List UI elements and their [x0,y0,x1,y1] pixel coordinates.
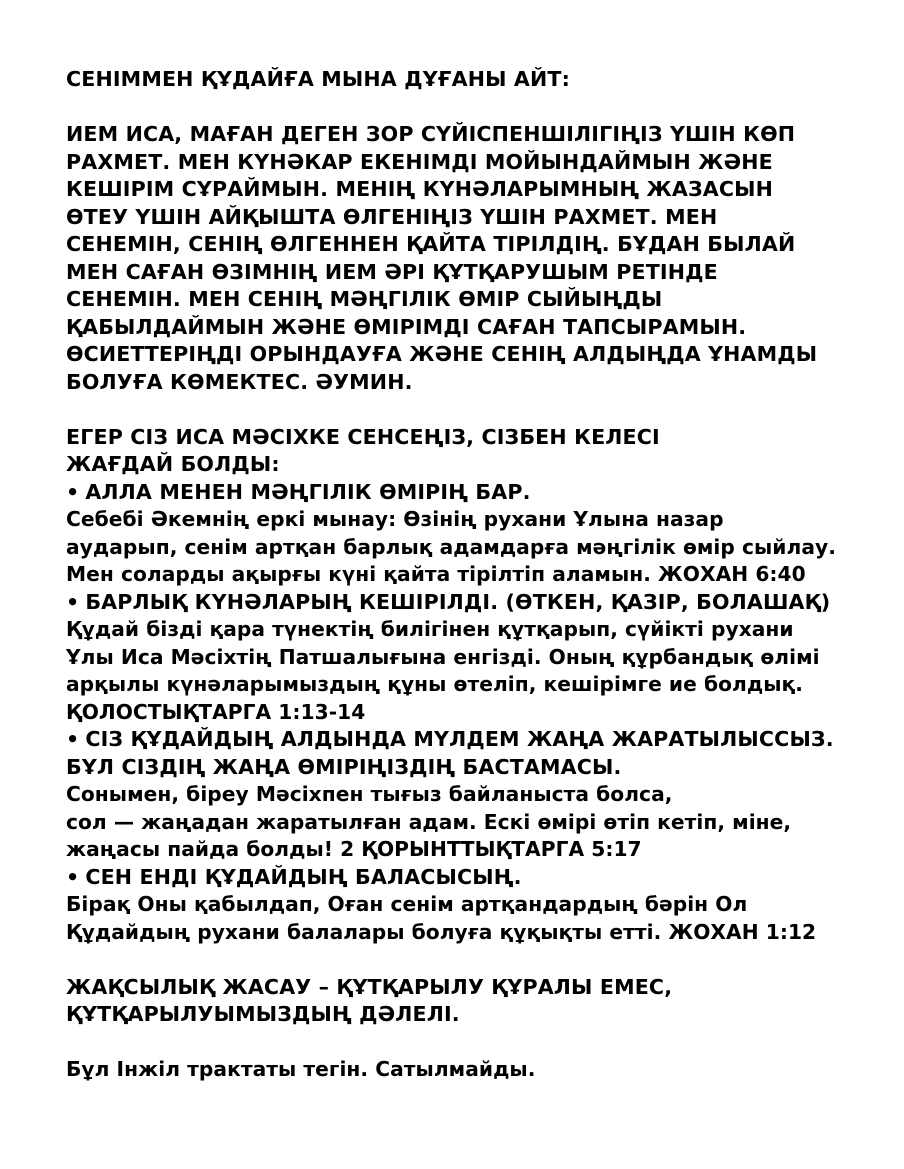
spacer [66,396,886,424]
intro-line: ЕГЕР СІЗ ИСА МӘСІХКЕ СЕНСЕҢІЗ, СІЗБЕН КЕЛЕСІ [66,424,660,449]
point-text-line: арқылы күнәларымыздың құны өтеліп, кешірімге ие болдық. [66,672,803,696]
point-child-of-god [66,864,886,947]
point-title-text: СЕН ЕНДІ ҚҰДАЙДЫҢ БАЛАСЫСЫҢ. [85,864,522,889]
prayer-text [66,121,886,396]
point-text-line: сол — жаңадан жаратылған адам. Ескі өмірі өтіп кетіп, міне, [66,809,792,834]
point-text-line: Себебі Әкемнің еркі мынау: Өзінің рухани Ұлына назар [66,507,724,531]
spacer [66,946,886,974]
bullet-icon: • [66,864,80,889]
prayer-line: ӨСИЕТТЕРІҢДІ ОРЫНДАУҒА ЖӘНЕ СЕНІҢ АЛДЫҢДА ҰНАМДЫ [66,342,818,366]
point-text-line: Сонымен, біреу Мәсіхпен тығыз байланыста болса, [66,782,673,806]
bullet-icon: • [66,479,80,504]
point-text-line: Құдайдың рухани балалары болуға құқықты етті. ЖОХАН 1:12 [66,919,817,944]
intro-section [66,424,886,479]
footer-note: Бұл Інжіл трактаты тегін. Сатылмайды. [66,1057,536,1081]
point-title [66,479,886,507]
point-title-line: БҰЛ СІЗДІҢ ЖАҢА ӨМІРІҢІЗДІҢ БАСТАМАСЫ. [66,754,622,779]
point-sins-forgiven [66,589,886,727]
bullet-icon: • [66,727,80,751]
point-title [66,864,886,892]
closing-line: ЖАҚСЫЛЫҚ ЖАСАУ – ҚҰТҚАРЫЛУ ҚҰРАЛЫ ЕМЕС, [66,974,673,999]
point-text-line: аударып, сенім артқан барлық адамдарға мәңгілік өмір сыйлау. [66,534,836,559]
point-text-line: Құдай бізді қара түнектің билігінен құтқарып, сүйікті рухани [66,617,794,641]
point-title [66,726,886,754]
point-text-line: ҚОЛОСТЫҚТАРГА 1:13-14 [66,699,366,724]
point-title [66,589,886,617]
point-new-creation [66,726,886,864]
spacer [66,1029,886,1057]
prayer-line: БОЛУҒА КӨМЕКТЕС. ӘУМИН. [66,369,413,394]
prayer-line: СЕНЕМІН. МЕН СЕНІҢ МӘҢГІЛІК ӨМІР СЫЙЫҢДЫ [66,287,663,311]
prayer-line: ҚАБЫЛДАЙМЫН ЖӘНЕ ӨМІРІМДІ САҒАН ТАПСЫРАМЫН. [66,314,747,339]
prayer-line: МЕН САҒАН ӨЗІМНІҢ ИЕМ ӘРІ ҚҰТҚАРУШЫМ РЕТІНДЕ [66,259,718,284]
prayer-heading: СЕНІММЕН ҚҰДАЙҒА МЫНА ДҰҒАНЫ АЙТ: [66,67,570,91]
point-title-text: АЛЛА МЕНЕН МӘҢГІЛІК ӨМІРІҢ БАР. [85,479,531,504]
closing-statement [66,974,886,1029]
point-text-line: жаңасы пайда болды! 2 ҚОРЫНТТЫҚТАРГА 5:17 [66,837,642,861]
point-text-line: Ұлы Иса Мәсіхтің Патшалығына енгізді. Оның құрбандық өлімі [66,644,820,669]
point-text-line: Мен соларды ақырғы күні қайта тірілтіп аламын. ЖОХАН 6:40 [66,562,806,586]
point-eternal-life [66,479,886,589]
prayer-line: ӨТЕУ ҮШІН АЙҚЫШТА ӨЛГЕНІҢІЗ ҮШІН РАХМЕТ. МЕН [66,204,718,229]
intro-line: ЖАҒДАЙ БОЛДЫ: [66,452,280,476]
bullet-icon: • [66,589,80,614]
prayer-line: КЕШІРІМ СҰРАЙМЫН. МЕНІҢ КҮНӘЛАРЫМНЫҢ ЖАЗАСЫН [66,177,773,201]
prayer-line: РАХМЕТ. МЕН КҮНӘКАР ЕКЕНІМДІ МОЙЫНДАЙМЫН ЖӘНЕ [66,149,773,174]
prayer-line: ИЕМ ИСА, МАҒАН ДЕГЕН ЗОР СҮЙІСПЕНШІЛІГІҢІЗ ҮШІН КӨП [66,122,796,146]
point-text-line: Бірақ Оны қабылдап, Оған сенім артқандардың бәрін Ол [66,892,748,916]
tract-page [66,66,886,1084]
spacer [66,94,886,122]
point-title-text: БАРЛЫҚ КҮНӘЛАРЫҢ КЕШІРІЛДІ. (ӨТКЕН, ҚАЗІР, БОЛАШАҚ) [85,589,831,614]
closing-line: ҚҰТҚАРЫЛУЫМЫЗДЫҢ ДӘЛЕЛІ. [66,1002,460,1026]
point-title-text: СІЗ ҚҰДАЙДЫҢ АЛДЫНДА МҮЛДЕМ ЖАҢА ЖАРАТЫЛЫССЫЗ. [85,727,834,751]
prayer-line: СЕНЕМІН, СЕНІҢ ӨЛГЕННЕН ҚАЙТА ТІРІЛДІҢ. БҰДАН БЫЛАЙ [66,232,796,256]
